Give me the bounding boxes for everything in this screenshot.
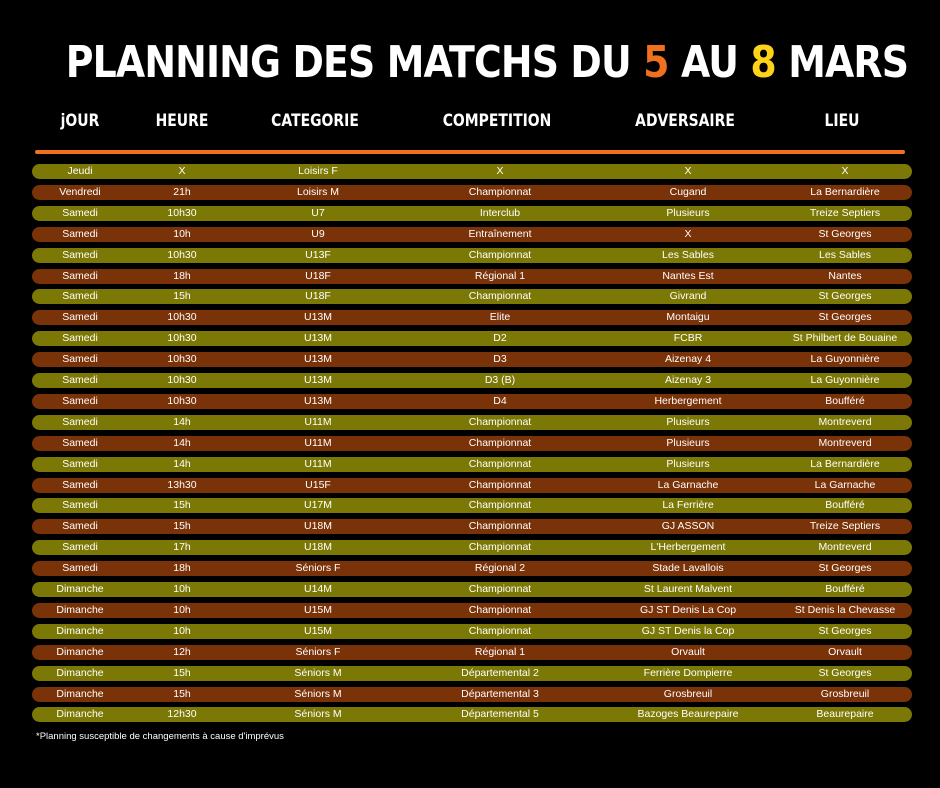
cell-categorie: Séniors M — [294, 666, 342, 679]
cell-lieu: Treize Septiers — [809, 206, 881, 219]
cell-competition: Championnat — [468, 520, 532, 533]
cell-heure: 17h — [173, 541, 191, 554]
table-row — [32, 582, 912, 597]
cell-categorie: U14M — [303, 583, 332, 595]
cell-adversaire: Cugand — [669, 185, 707, 198]
table-row — [32, 519, 912, 534]
cell-heure: 10h30 — [167, 374, 197, 386]
cell-categorie: U7 — [311, 206, 325, 219]
cell-categorie: U15F — [305, 478, 331, 491]
table-row — [32, 373, 912, 388]
table-row — [32, 603, 912, 618]
cell-adversaire: Grosbreuil — [663, 687, 713, 700]
table-row — [32, 352, 912, 367]
title-middle: AU — [668, 37, 751, 88]
cell-jour: Samedi — [62, 353, 98, 366]
table-header — [0, 108, 940, 136]
cell-competition: D3 — [493, 353, 507, 366]
cell-competition: Elite — [489, 311, 511, 324]
cell-heure: X — [178, 165, 186, 177]
cell-adversaire: Plusieurs — [666, 206, 710, 219]
cell-competition: Régional 1 — [474, 645, 526, 658]
cell-jour: Dimanche — [56, 583, 104, 595]
cell-categorie: Séniors F — [295, 645, 341, 658]
cell-jour: Samedi — [62, 499, 98, 512]
cell-competition: Championnat — [468, 185, 532, 198]
cell-categorie: U17M — [303, 499, 332, 512]
cell-jour: Samedi — [62, 311, 98, 324]
cell-competition: Interclub — [479, 206, 521, 219]
cell-jour: Vendredi — [59, 185, 101, 198]
cell-lieu: La Bernardière — [810, 185, 880, 198]
header-heure: HEURE — [155, 111, 209, 131]
table-row — [32, 436, 912, 451]
cell-heure: 12h — [173, 645, 191, 658]
cell-jour: Samedi — [62, 394, 98, 407]
cell-lieu: St Georges — [818, 562, 872, 575]
cell-competition: Championnat — [468, 541, 532, 554]
cell-lieu: Beaurepaire — [816, 708, 874, 721]
cell-heure: 10h — [173, 227, 191, 240]
table-row — [32, 645, 912, 660]
cell-adversaire: Aizenay 4 — [664, 353, 712, 366]
table-row — [32, 707, 912, 722]
cell-adversaire: Givrand — [669, 290, 707, 303]
cell-adversaire: Aizenay 3 — [664, 374, 712, 386]
table-row — [32, 248, 912, 263]
table-row — [32, 561, 912, 576]
cell-competition: Championnat — [468, 436, 532, 449]
table-row — [32, 269, 912, 284]
cell-competition: Championnat — [468, 457, 532, 470]
header-lieu: LIEU — [824, 111, 860, 131]
table-row — [32, 540, 912, 555]
cell-adversaire: Plusieurs — [666, 457, 710, 470]
cell-adversaire: La Garnache — [657, 478, 719, 491]
cell-heure: 15h — [173, 499, 191, 512]
cell-jour: Samedi — [62, 415, 98, 428]
cell-competition: Départemental 2 — [461, 666, 539, 679]
table-row — [32, 498, 912, 513]
cell-categorie: U18M — [303, 520, 332, 533]
cell-jour: Samedi — [62, 520, 98, 533]
cell-adversaire: X — [684, 165, 692, 177]
cell-lieu: St Philbert de Bouaine — [792, 332, 898, 345]
cell-adversaire: Nantes Est — [662, 269, 714, 282]
cell-categorie: U13M — [303, 353, 332, 366]
cell-categorie: Séniors M — [294, 687, 342, 700]
footnote: *Planning susceptible de changements à cause d'imprévus — [36, 731, 284, 742]
header-adversaire: ADVERSAIRE — [635, 111, 735, 131]
cell-adversaire: GJ ST Denis la Cop — [641, 624, 735, 637]
cell-heure: 14h — [173, 415, 191, 428]
cell-lieu: La Bernardière — [810, 457, 880, 470]
cell-adversaire: Bazoges Beaurepaire — [637, 708, 739, 721]
table-row — [32, 457, 912, 472]
cell-competition: Régional 2 — [474, 562, 526, 575]
cell-jour: Samedi — [62, 269, 98, 282]
cell-adversaire: Ferrière Dompierre — [643, 666, 733, 679]
cell-adversaire: Orvault — [671, 645, 705, 658]
header-competition: COMPETITION — [442, 111, 552, 131]
cell-heure: 10h30 — [167, 353, 197, 366]
cell-adversaire: Les Sables — [662, 248, 714, 261]
cell-competition: D2 — [493, 332, 507, 345]
title-prefix: PLANNING DES MATCHS DU — [65, 37, 644, 88]
cell-jour: Samedi — [62, 478, 98, 491]
cell-categorie: U15M — [303, 603, 332, 616]
table-row — [32, 331, 912, 346]
cell-jour: Jeudi — [67, 165, 93, 177]
cell-lieu: La Guyonnière — [810, 374, 880, 386]
cell-jour: Samedi — [62, 436, 98, 449]
cell-adversaire: L'Herbergement — [650, 541, 726, 554]
page-title — [65, 33, 909, 93]
cell-jour: Dimanche — [56, 603, 104, 616]
cell-lieu: St Georges — [818, 666, 872, 679]
cell-categorie: U15M — [303, 624, 332, 637]
cell-categorie: U13M — [303, 332, 332, 345]
cell-categorie: Loisirs M — [296, 185, 339, 198]
cell-categorie: U11M — [304, 415, 332, 428]
cell-adversaire: X — [684, 227, 692, 240]
cell-jour: Samedi — [62, 290, 98, 303]
table-row — [32, 624, 912, 639]
cell-competition: Régional 1 — [474, 269, 526, 282]
table-row — [32, 687, 912, 702]
cell-categorie: Séniors F — [295, 562, 341, 575]
cell-categorie: U11M — [304, 457, 332, 470]
cell-categorie: U11M — [304, 436, 332, 449]
cell-categorie: Séniors M — [294, 708, 342, 721]
cell-competition: D4 — [493, 394, 507, 407]
cell-lieu: Nantes — [828, 269, 862, 282]
cell-heure: 10h — [173, 583, 191, 595]
cell-lieu: St Georges — [818, 311, 872, 324]
cell-heure: 15h — [173, 290, 191, 303]
cell-categorie: Loisirs F — [298, 165, 338, 177]
cell-competition: Championnat — [468, 478, 532, 491]
cell-lieu: Montreverd — [818, 436, 872, 449]
cell-heure: 10h30 — [167, 206, 197, 219]
cell-heure: 10h30 — [167, 394, 197, 407]
cell-competition: Championnat — [468, 290, 532, 303]
cell-categorie: U13F — [305, 248, 331, 261]
cell-lieu: La Garnache — [814, 478, 876, 491]
cell-lieu: St Georges — [818, 290, 872, 303]
title-day-start: 5 — [643, 37, 669, 88]
cell-lieu: St Georges — [818, 624, 872, 637]
cell-adversaire: St Laurent Malvent — [643, 583, 733, 595]
cell-categorie: U13M — [303, 311, 332, 324]
cell-heure: 14h — [173, 436, 191, 449]
cell-jour: Samedi — [62, 457, 98, 470]
cell-jour: Samedi — [62, 227, 98, 240]
cell-heure: 21h — [173, 185, 191, 198]
cell-lieu: Boufféré — [825, 394, 865, 407]
cell-competition: Championnat — [468, 624, 532, 637]
cell-competition: X — [496, 165, 504, 177]
cell-heure: 10h — [173, 624, 191, 637]
cell-competition: Championnat — [468, 583, 532, 595]
cell-adversaire: Plusieurs — [666, 436, 710, 449]
cell-jour: Dimanche — [56, 666, 104, 679]
cell-jour: Dimanche — [56, 687, 104, 700]
cell-categorie: U13M — [303, 374, 332, 386]
cell-categorie: U13M — [303, 394, 332, 407]
cell-jour: Samedi — [62, 332, 98, 345]
cell-heure: 10h — [173, 603, 191, 616]
cell-heure: 15h — [173, 666, 191, 679]
cell-adversaire: Herbergement — [654, 394, 722, 407]
cell-lieu: X — [841, 165, 849, 177]
cell-jour: Dimanche — [56, 624, 104, 637]
cell-adversaire: GJ ST Denis La Cop — [639, 603, 737, 616]
cell-lieu: Montreverd — [818, 415, 872, 428]
cell-heure: 10h30 — [167, 311, 197, 324]
header-divider — [35, 150, 905, 154]
cell-lieu: Treize Septiers — [809, 520, 881, 533]
title-day-end: 8 — [750, 37, 776, 88]
cell-lieu: St Georges — [818, 227, 872, 240]
cell-adversaire: Plusieurs — [666, 415, 710, 428]
cell-competition: Championnat — [468, 248, 532, 261]
cell-categorie: U18F — [305, 290, 331, 303]
cell-jour: Samedi — [62, 562, 98, 575]
table-row — [32, 415, 912, 430]
cell-heure: 10h30 — [167, 332, 197, 345]
table-row — [32, 666, 912, 681]
title-suffix: MARS — [775, 37, 909, 88]
cell-adversaire: Montaigu — [666, 311, 710, 324]
cell-lieu: Boufféré — [825, 499, 865, 512]
cell-adversaire: Stade Lavallois — [652, 562, 724, 575]
cell-competition: D3 (B) — [484, 374, 516, 386]
cell-competition: Départemental 3 — [461, 687, 539, 700]
table-row — [32, 478, 912, 493]
header-jour: jOUR — [60, 111, 100, 131]
cell-heure: 14h — [173, 457, 191, 470]
table-row — [32, 310, 912, 325]
cell-heure: 18h — [173, 562, 191, 575]
table-row — [32, 206, 912, 221]
cell-lieu: Boufféré — [825, 583, 865, 595]
cell-competition: Championnat — [468, 499, 532, 512]
cell-adversaire: FCBR — [673, 332, 703, 345]
cell-lieu: Orvault — [828, 645, 862, 658]
cell-jour: Samedi — [62, 541, 98, 554]
cell-categorie: U9 — [311, 227, 325, 240]
cell-adversaire: La Ferrière — [662, 499, 714, 512]
cell-heure: 18h — [173, 269, 191, 282]
cell-heure: 12h30 — [167, 708, 197, 721]
cell-categorie: U18M — [303, 541, 332, 554]
cell-heure: 15h — [173, 520, 191, 533]
cell-lieu: Montreverd — [818, 541, 872, 554]
cell-competition: Entraînement — [468, 227, 532, 240]
cell-competition: Championnat — [468, 603, 532, 616]
cell-jour: Dimanche — [56, 708, 104, 721]
cell-heure: 15h — [173, 687, 191, 700]
cell-adversaire: GJ ASSON — [661, 520, 715, 533]
cell-categorie: U18F — [305, 269, 331, 282]
cell-lieu: Grosbreuil — [820, 687, 870, 700]
cell-lieu: Les Sables — [819, 248, 871, 261]
table-row — [32, 289, 912, 304]
cell-lieu: St Denis la Chevasse — [794, 603, 896, 616]
cell-jour: Samedi — [62, 248, 98, 261]
cell-heure: 13h30 — [167, 478, 197, 491]
cell-competition: Championnat — [468, 415, 532, 428]
table-row — [32, 227, 912, 242]
cell-jour: Samedi — [62, 206, 98, 219]
cell-heure: 10h30 — [167, 248, 197, 261]
header-categorie: CATEGORIE — [271, 111, 359, 131]
table-row — [32, 185, 912, 200]
cell-lieu: La Guyonnière — [810, 353, 880, 366]
cell-jour: Dimanche — [56, 645, 104, 658]
table-row — [32, 164, 912, 179]
cell-competition: Départemental 5 — [461, 708, 539, 721]
cell-jour: Samedi — [62, 374, 98, 386]
table-row — [32, 394, 912, 409]
